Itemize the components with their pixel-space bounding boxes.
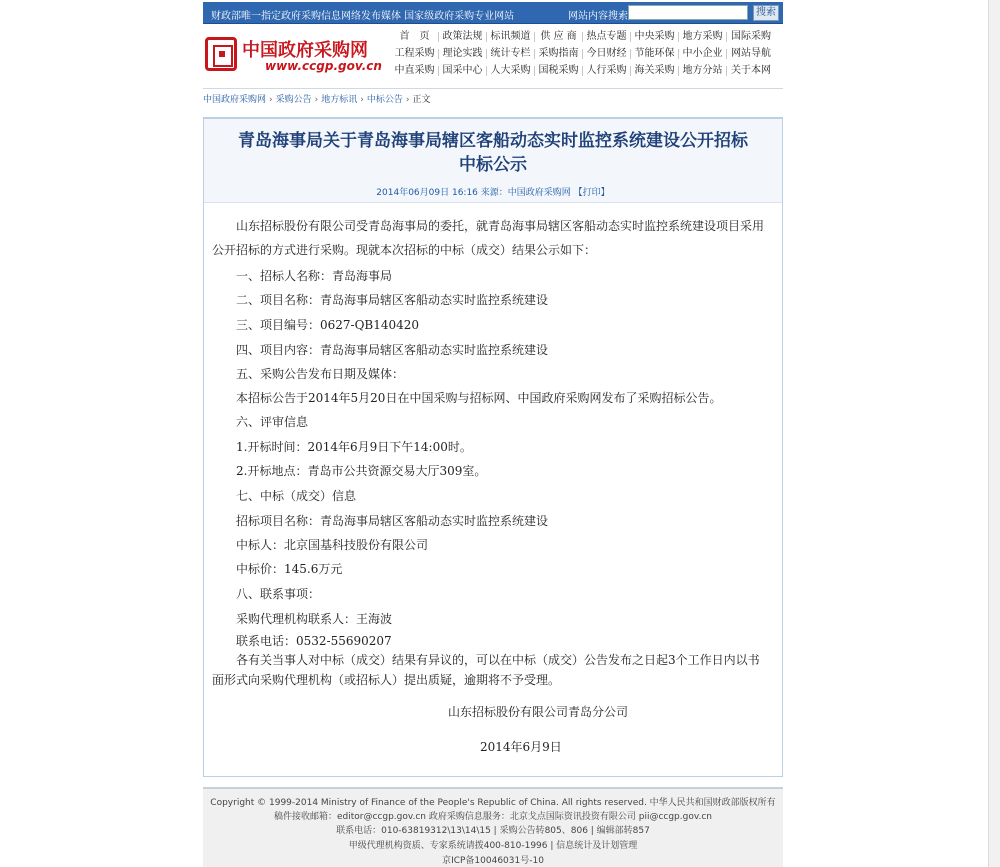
article-source: 来源：中国政府采购网: [480, 188, 571, 198]
article-date: 2014年06月09日 16:16: [376, 188, 478, 198]
logo-url: www.ccgp.gov.cn: [265, 59, 382, 73]
footer-line: 稿件接收邮箱：editor@ccgp.gov.cn 政府采购信息服务：北京戈点国际资讯投资有限公司 pii@ccgp.gov.cn: [273, 812, 712, 822]
nav-row: [391, 48, 783, 65]
article-paragraph: 中标价：145.6万元: [236, 562, 343, 576]
article-paragraph: 六、评审信息: [236, 415, 309, 429]
page-scrollbar[interactable]: [988, 0, 1000, 867]
nav-item[interactable]: 工程采购: [391, 49, 439, 59]
nav-item[interactable]: 节能环保: [631, 49, 679, 59]
nav-row: [391, 65, 783, 82]
top-bar: [203, 2, 783, 24]
breadcrumb-separator: ›: [314, 95, 319, 105]
article-paragraph: 山东招标股份有限公司受青岛海事局的委托，就青岛海事局辖区客船动态实时监控系统建设项目采用: [236, 219, 765, 233]
nav-item[interactable]: 国税采购: [535, 66, 583, 76]
nav-item[interactable]: 标讯频道: [487, 32, 535, 42]
nav-item[interactable]: 地方采购: [679, 32, 727, 42]
article-meta: [204, 185, 782, 198]
site-footer: [203, 787, 783, 867]
article-paragraph: 八、联系事项：: [236, 587, 321, 601]
article-paragraph: 七、中标（成交）信息: [236, 489, 357, 503]
article-paragraph: 招标项目名称：青岛海事局辖区客船动态实时监控系统建设: [236, 514, 549, 528]
breadcrumb-link[interactable]: 中国政府采购网: [203, 95, 267, 105]
article-paragraph: 面形式向采购代理机构（或招标人）提出质疑，逾期将不予受理。: [212, 673, 561, 687]
site-logo[interactable]: [205, 36, 390, 76]
nav-item[interactable]: 国际采购: [731, 31, 771, 42]
nav-item[interactable]: 中小企业: [679, 49, 727, 59]
footer-line: 京ICP备10046031号-10: [442, 856, 544, 866]
article-paragraph: 本招标公告于2014年5月20日在中国采购与招标网、中国政府采购网发布了采购招标公告。: [236, 391, 722, 405]
search-button[interactable]: 搜索: [753, 5, 779, 21]
main-nav: [391, 31, 783, 82]
article-paragraph: 2.开标地点：青岛市公共资源交易大厅309室。: [236, 464, 487, 478]
breadcrumb: [203, 88, 783, 104]
nav-item[interactable]: 采购指南: [535, 49, 583, 59]
article-paragraph: 采购代理机构联系人：王海波: [236, 612, 393, 626]
logo-seal-icon: [205, 37, 237, 71]
nav-item[interactable]: 网站导航: [731, 48, 771, 59]
breadcrumb-current: 正文: [412, 95, 431, 105]
nav-item[interactable]: 政策法规: [439, 32, 487, 42]
article-paragraph: 各有关当事人对中标（成交）结果有异议的，可以在中标（成交）公告发布之日起3个工作日内以书: [236, 653, 760, 667]
article-box: [203, 117, 783, 777]
search-label: 网站内容搜索: [568, 11, 628, 22]
search-input[interactable]: [628, 5, 748, 20]
breadcrumb-separator: ›: [360, 95, 364, 105]
article-paragraph: 一、招标人名称：青岛海事局: [236, 269, 393, 283]
nav-item[interactable]: 海关采购: [631, 66, 679, 76]
article-title-line: 中标公示: [459, 155, 527, 175]
nav-item[interactable]: 中央采购: [631, 32, 679, 42]
site-header: [203, 26, 783, 86]
print-link[interactable]: 【打印】: [573, 188, 610, 198]
footer-line: Copyright © 1999-2014 Ministry of Finance of the People's Republic of China. All rights reserved. 中华人民共和国财政部版权所有: [210, 798, 776, 808]
breadcrumb-link[interactable]: 地方标讯: [321, 95, 358, 105]
nav-item[interactable]: 国采中心: [439, 66, 487, 76]
article-paragraph: 联系电话：0532-55690207: [236, 634, 392, 648]
article-signature: 山东招标股份有限公司青岛分公司: [448, 705, 629, 719]
article-paragraph: 公开招标的方式进行采购。现就本次招标的中标（成交）结果公示如下：: [212, 243, 597, 257]
article-paragraph: 四、项目内容：青岛海事局辖区客船动态实时监控系统建设: [236, 343, 549, 357]
article-title-line: 青岛海事局关于青岛海事局辖区客船动态实时监控系统建设公开招标: [238, 131, 748, 151]
article-sign-date: 2014年6月9日: [480, 740, 562, 754]
nav-item[interactable]: 今日财经: [583, 49, 631, 59]
article-paragraph: 1.开标时间：2014年6月9日下午14:00时。: [236, 440, 472, 454]
article-paragraph: 中标人：北京国基科技股份有限公司: [236, 538, 429, 552]
footer-line: 联系电话：010-63819312\13\14\15 | 采购公告转805、806 | 编辑部转857: [336, 826, 650, 836]
article-paragraph: 二、项目名称：青岛海事局辖区客船动态实时监控系统建设: [236, 293, 549, 307]
article-paragraph: 三、项目编号：0627-QB140420: [236, 318, 420, 332]
logo-name: 中国政府采购网: [242, 40, 368, 61]
breadcrumb-separator: ›: [405, 95, 410, 105]
article-paragraph: 五、采购公告发布日期及媒体：: [236, 367, 405, 381]
nav-item[interactable]: 热点专题: [583, 32, 631, 42]
nav-item[interactable]: 首 页: [391, 32, 439, 42]
nav-item[interactable]: 地方分站: [679, 66, 727, 76]
nav-item[interactable]: 供 应 商: [535, 32, 583, 42]
article-header: [204, 119, 782, 203]
site-slogan: 财政部唯一指定政府采购信息网络发布媒体 国家级政府采购专业网站: [211, 11, 515, 22]
article-title: [204, 129, 782, 177]
breadcrumb-link[interactable]: 采购公告: [275, 95, 312, 105]
nav-item[interactable]: 人大采购: [487, 66, 535, 76]
breadcrumb-link[interactable]: 中标公告: [366, 95, 403, 105]
nav-item[interactable]: 理论实践: [439, 49, 487, 59]
footer-line: 甲级代理机构资质、专家系统请拨400-810-1996 | 信息统计及计划管理: [348, 841, 638, 851]
nav-row: [391, 31, 783, 48]
nav-item[interactable]: 关于本网: [731, 65, 771, 76]
breadcrumb-separator: ›: [269, 95, 273, 105]
nav-item[interactable]: 中直采购: [391, 66, 439, 76]
nav-item[interactable]: 统计专栏: [487, 49, 535, 59]
nav-item[interactable]: 人行采购: [583, 66, 631, 76]
